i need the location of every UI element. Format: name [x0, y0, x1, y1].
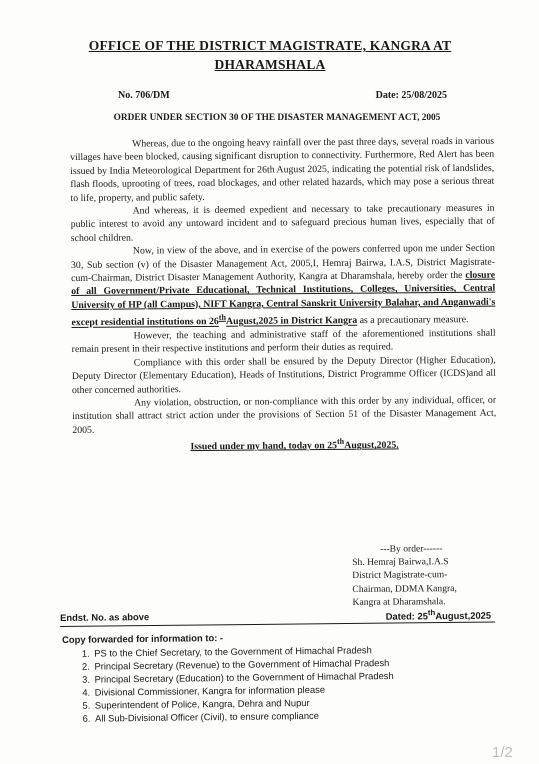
paragraph-compliance: Compliance with this order shall be ensured by the Deputy Director (Higher Education), Deputy Director (Elementary Education), Heads of Institutions, District Programme Officer (ICDS)and all other concerned authorities. — [71, 354, 496, 396]
copy-list — [62, 642, 483, 725]
endorsement-date-month: August,2025 — [435, 609, 492, 622]
issued-text: Issued under my hand, today on 25 — [190, 440, 338, 453]
endorsement-date — [386, 607, 495, 621]
order-date: Date: 25/08/2025 — [375, 90, 447, 101]
reference-line — [118, 90, 447, 101]
office-header — [60, 36, 480, 74]
page-indicator: 1/2 — [492, 744, 513, 761]
paragraph-violation: Any violation, obstruction, or non-compliance with this order by any individual, officer, or institution shall attract strict action under the provisions of Section 51 of the Disaster Management Act, 2005. — [72, 394, 497, 436]
endorsement-date-text: Dated: 25 — [385, 610, 428, 622]
order-number: No. 706/DM — [118, 90, 170, 101]
list-item: 6. All Sub-Divisional Officer (Civil), to ensure compliance — [93, 707, 483, 725]
list-item: 3. Principal Secretary (Education) to the Government of Himachal Pradesh — [92, 668, 482, 686]
signatory-title-1: District Magistrate-cum- — [352, 569, 448, 582]
endorsement-label: Endst. No. as above — [60, 611, 150, 623]
signatory-name: Sh. Hemraj Bairwa,I.A.S — [352, 556, 449, 569]
issued-line — [72, 434, 496, 455]
issued-month-year: August,2025. — [344, 439, 399, 452]
endorsement-line — [60, 607, 495, 625]
list-item: 4. Divisional Commissioner, Kangra for information please — [93, 681, 483, 699]
closure-directive: closure of all Government/Private Educational, Technical Institutions, Colleges, Universities, Central University of HP (all Campus), NIFT Kangra, Central Sanskrit University Balahar, and Anganwadi's except residential institutions on 26 — [71, 269, 496, 329]
signatory-title-3: Kangra at Dharamshala. — [352, 595, 446, 608]
list-item: 2. Principal Secretary (Revenue) to the Government of Himachal Pradesh — [92, 655, 482, 673]
paragraph-staff: However, the teaching and administrative staff of the aforementioned institutions shall remain present in their respective institutions and perform their duties as required. — [71, 327, 496, 356]
order-subject: ORDER UNDER SECTION 30 OF THE DISASTER MANAGEMENT ACT, 2005 — [113, 113, 441, 123]
order-text-intro: Now, in view of the above, and in exercise of the powers conferred upon me under Section 30, Sub section (v) of the Disaster Management Act, 2005,I, Hemraj Bairwa, I.A.S, District Magistrate-cum-Chairman, District Disaster Management Authority, Kangra at Dharamshala, hereby order the — [70, 242, 496, 285]
closure-date-district: August,2025 in District Kangra — [225, 315, 358, 328]
paragraph-order — [71, 242, 496, 330]
list-item: 1. PS to the Chief Secretary, to the Government of Himachal Pradesh — [92, 642, 482, 660]
list-item: 5. Superintendent of Police, Kangra, Dehra and Nupur — [93, 694, 483, 712]
endorsement-date-suffix: th — [427, 608, 436, 618]
paragraph-whereas: Whereas, due to the ongoing heavy rainfall over the past three days, several roads in various villages have been blocked, causing significant disruption to connectivity. Furthermore, Red Alert has been issued by India Meteorological Department for 26th August 2025, indicating the potential risk of landslides, flash floods, uprooting of trees, road blockages, and other related hazards, which may pose a serious threat to life, property, and public safety. — [70, 135, 495, 204]
copy-forwarded-section — [62, 628, 483, 725]
office-header-line2: DHARAMSHALA — [214, 57, 326, 72]
by-order: ---By order------ — [380, 543, 443, 555]
order-text-end: as a precautionary measure. — [357, 314, 469, 327]
signatory-title-2: Chairman, DDMA Kangra, — [352, 582, 457, 595]
paragraph-and-whereas: And whereas, it is deemed expedient and necessary to take precautionary measures in public interest to avoid any untoward incident and to safeguard precious human lives, especially that of school children. — [70, 202, 495, 244]
order-body — [70, 135, 496, 455]
office-header-line1: OFFICE OF THE DISTRICT MAGISTRATE, KANGRA AT — [88, 38, 452, 53]
copy-title: Copy forwarded for information to: - — [62, 632, 224, 645]
closure-date-suffix: th — [218, 313, 227, 323]
issued-date-suffix: th — [336, 437, 345, 447]
signature-block — [352, 542, 503, 609]
